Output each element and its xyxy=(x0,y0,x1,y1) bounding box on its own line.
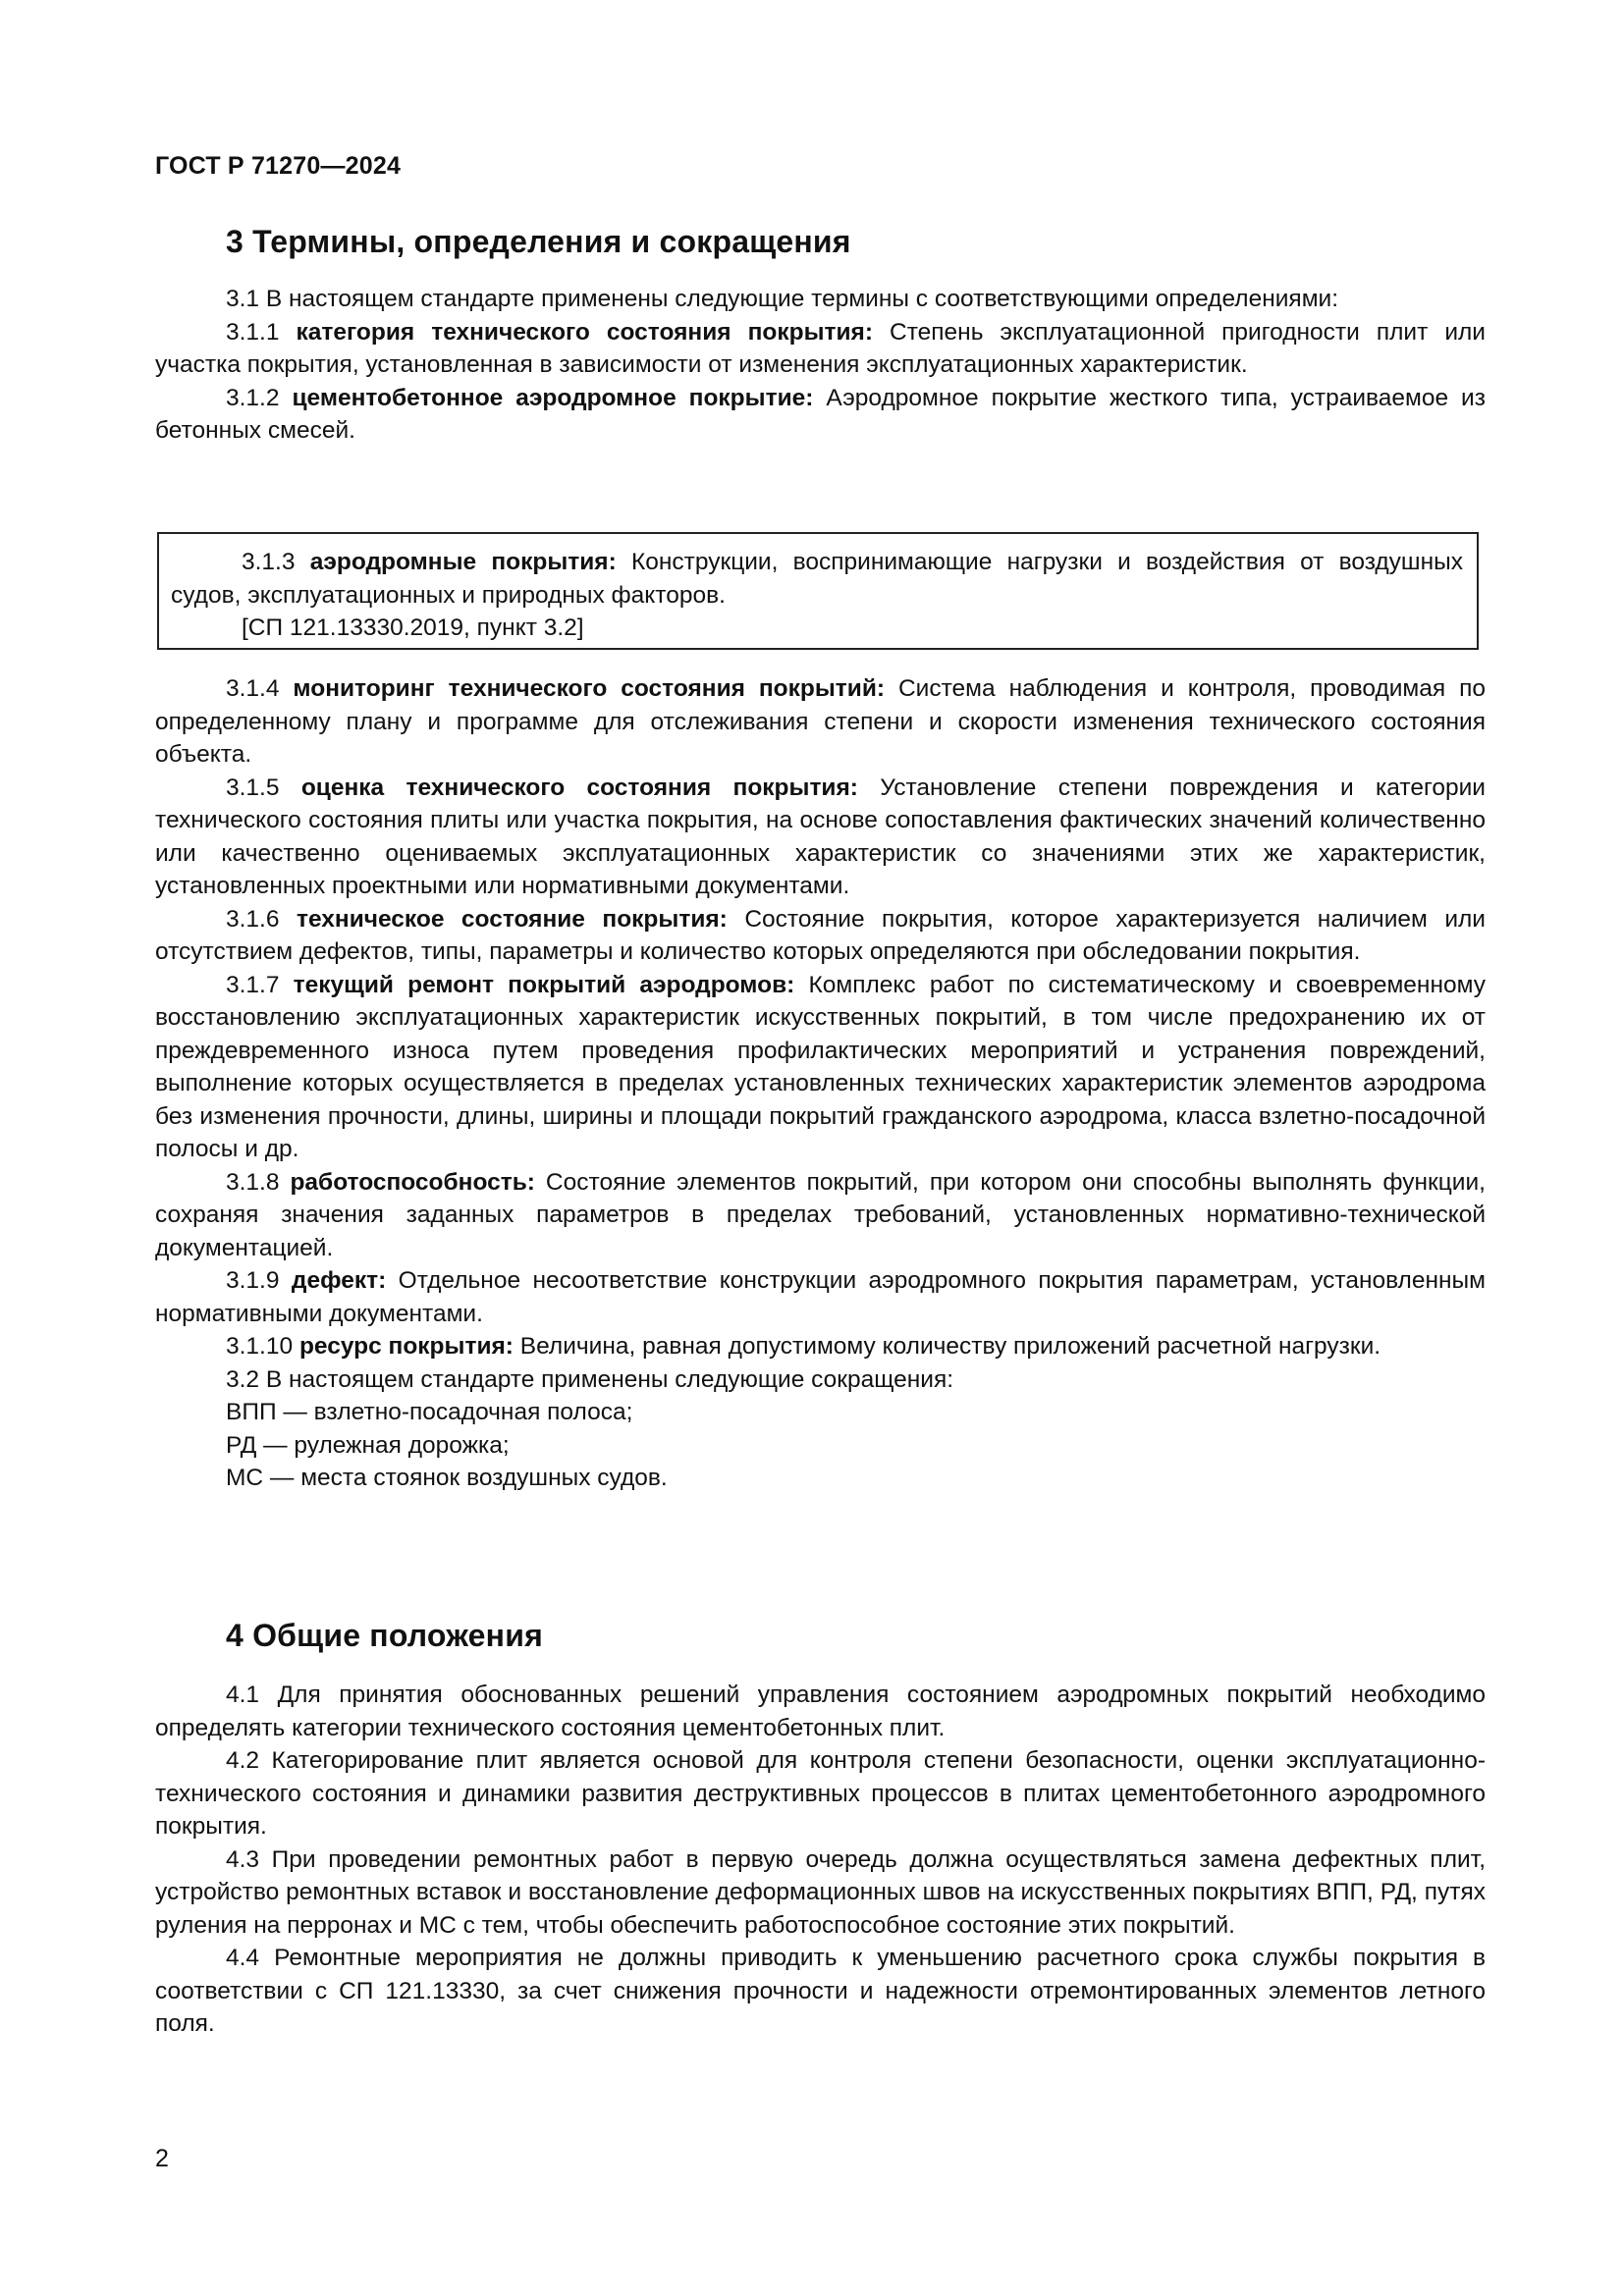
term-3-1-7 xyxy=(155,969,1486,1166)
term-3-1-4 xyxy=(155,672,1486,772)
term-3-1-10 xyxy=(155,1330,1486,1363)
term-title: оценка технического состояния покрытия: xyxy=(300,774,858,801)
clause-4-4: 4.4 Ремонтные мероприятия не должны приводить к уменьшению расчетного срока службы покрытия в соответствии с СП 121.13330, за счет снижения прочности и надежности отремонтированных элементов летного поля. xyxy=(155,1945,1486,2037)
term-3-1-8 xyxy=(155,1166,1486,1265)
term-definition: Состояние покрытия, которое характеризуется наличием или отсутствием дефектов, типы, параметры и количество которых определяются при обследовании покрытия. xyxy=(155,905,1486,965)
term-title: дефект: xyxy=(291,1267,387,1294)
term-3-1-2 xyxy=(155,382,1486,448)
term-3-1-3 xyxy=(171,546,1463,612)
clause-4-3: 4.3 При проведении ремонтных работ в первую очередь должна осуществляться замена дефектных плит, устройство ремонтных вставок и восстановление деформационных швов на искусственных покрытиях ВПП, РД, путях руления на перронах и МС с тем, чтобы обеспечить работоспособное состояние этих покрытий. xyxy=(155,1845,1486,1939)
term-3-1-6 xyxy=(155,903,1486,969)
quoted-term-box xyxy=(157,532,1479,650)
term-definition: Отдельное несоответствие конструкции аэродромного покрытия параметрам, установленным нормативными документами. xyxy=(155,1267,1486,1327)
term-number: 3.1.8 xyxy=(226,1168,291,1196)
page-number: 2 xyxy=(155,2145,169,2172)
term-title: аэродромные покрытия: xyxy=(309,549,617,575)
term-definition: Система наблюдения и контроля, проводимая по определенному плану и программе для отслеживания степени и скорости изменения технического состояния объекта. xyxy=(155,675,1486,768)
term-definition: Степень эксплуатационной пригодности плит или участка покрытия, установленная в зависимости от изменения эксплуатационных характеристик. xyxy=(155,318,1486,378)
term-number: 3.1.10 xyxy=(226,1333,299,1360)
term-title: ресурс покрытия: xyxy=(298,1333,514,1360)
abbreviation-item: ВПП — взлетно-посадочная полоса; xyxy=(226,1399,633,1425)
document-code: ГОСТ Р 71270—2024 xyxy=(155,152,402,180)
term-definition: Конструкции, воспринимающие нагрузки и воздействия от воздушных судов, эксплуатационных и природных факторов. xyxy=(171,549,1463,609)
term-number: 3.1.4 xyxy=(226,675,294,702)
term-number: 3.1.5 xyxy=(226,774,301,801)
term-definition: Комплекс работ по систематическому и своевременному восстановлению эксплуатационных характеристик искусственных покрытий, в том числе предохранению их от преждевременного износа путем проведения профилактических мероприятий и устранения повреждений, выполнение которых осуществляется в пределах установленных технических характеристик элементов аэродрома без изменения прочности, длины, ширины и площади покрытий гражданского аэродрома, класса взлетно-посадочной полосы и др. xyxy=(155,971,1486,1162)
term-number: 3.1.7 xyxy=(226,971,294,998)
section-3-heading: 3 Термины, определения и сокращения xyxy=(226,224,851,259)
term-3-1-1 xyxy=(155,316,1486,382)
term-title: текущий ремонт покрытий аэродромов: xyxy=(293,971,795,998)
clause-3-1: 3.1 В настоящем стандарте применены следующие термины с соответствующими определениями: xyxy=(226,286,1339,312)
term-title: работоспособность: xyxy=(290,1168,535,1196)
term-3-1-5 xyxy=(155,772,1486,903)
section-4-heading: 4 Общие положения xyxy=(226,1618,543,1653)
abbreviation-item: МС — места стоянок воздушных судов. xyxy=(226,1465,668,1491)
term-definition: Установление степени повреждения и категории технического состояния плиты или участка покрытия, на основе сопоставления фактических значений количественно или качественно оцениваемых эксплуатационных характеристик со значениями этих же характеристик, установленных проектными или нормативными документами. xyxy=(155,774,1486,899)
term-number: 3.1.3 xyxy=(242,549,310,575)
term-number: 3.1.1 xyxy=(226,318,297,346)
term-3-1-9 xyxy=(155,1264,1486,1330)
section-3-part-2 xyxy=(155,672,1486,1495)
clause-3-2: 3.2 В настоящем стандарте применены следующие сокращения: xyxy=(226,1365,954,1393)
section-4-body xyxy=(155,1679,1486,2041)
term-number: 3.1.9 xyxy=(226,1267,292,1294)
clause-4-2: 4.2 Категорирование плит является основой для контроля степени безопасности, оценки эксплуатационно-технического состояния и динамики развития деструктивных процессов в плитах цементобетонного аэродромного покрытия. xyxy=(155,1747,1486,1840)
term-title: цементобетонное аэродромное покрытие: xyxy=(292,384,814,411)
term-title: мониторинг технического состояния покрытий: xyxy=(293,675,886,702)
clause-4-1: 4.1 Для принятия обоснованных решений управления состоянием аэродромных покрытий необходимо определять категории технического состояния цементобетонных плит. xyxy=(155,1682,1486,1741)
term-definition: Состояние элементов покрытий, при котором они способны выполнять функции, сохраняя значения заданных параметров в пределах требований, установленных нормативно-технической документацией. xyxy=(155,1168,1486,1261)
term-number: 3.1.6 xyxy=(226,905,297,933)
term-definition: Аэродромное покрытие жесткого типа, устраиваемое из бетонных смесей. xyxy=(155,384,1486,444)
abbreviation-item: РД — рулежная дорожка; xyxy=(226,1431,510,1459)
section-3-part-1 xyxy=(155,283,1486,448)
term-source-reference: [СП 121.13330.2019, пункт 3.2] xyxy=(242,614,584,641)
term-number: 3.1.2 xyxy=(226,384,293,411)
term-title: техническое состояние покрытия: xyxy=(296,905,728,933)
term-title: категория технического состояния покрытия: xyxy=(296,318,874,346)
term-definition: Величина, равная допустимому количеству приложений расчетной нагрузки. xyxy=(513,1333,1381,1360)
